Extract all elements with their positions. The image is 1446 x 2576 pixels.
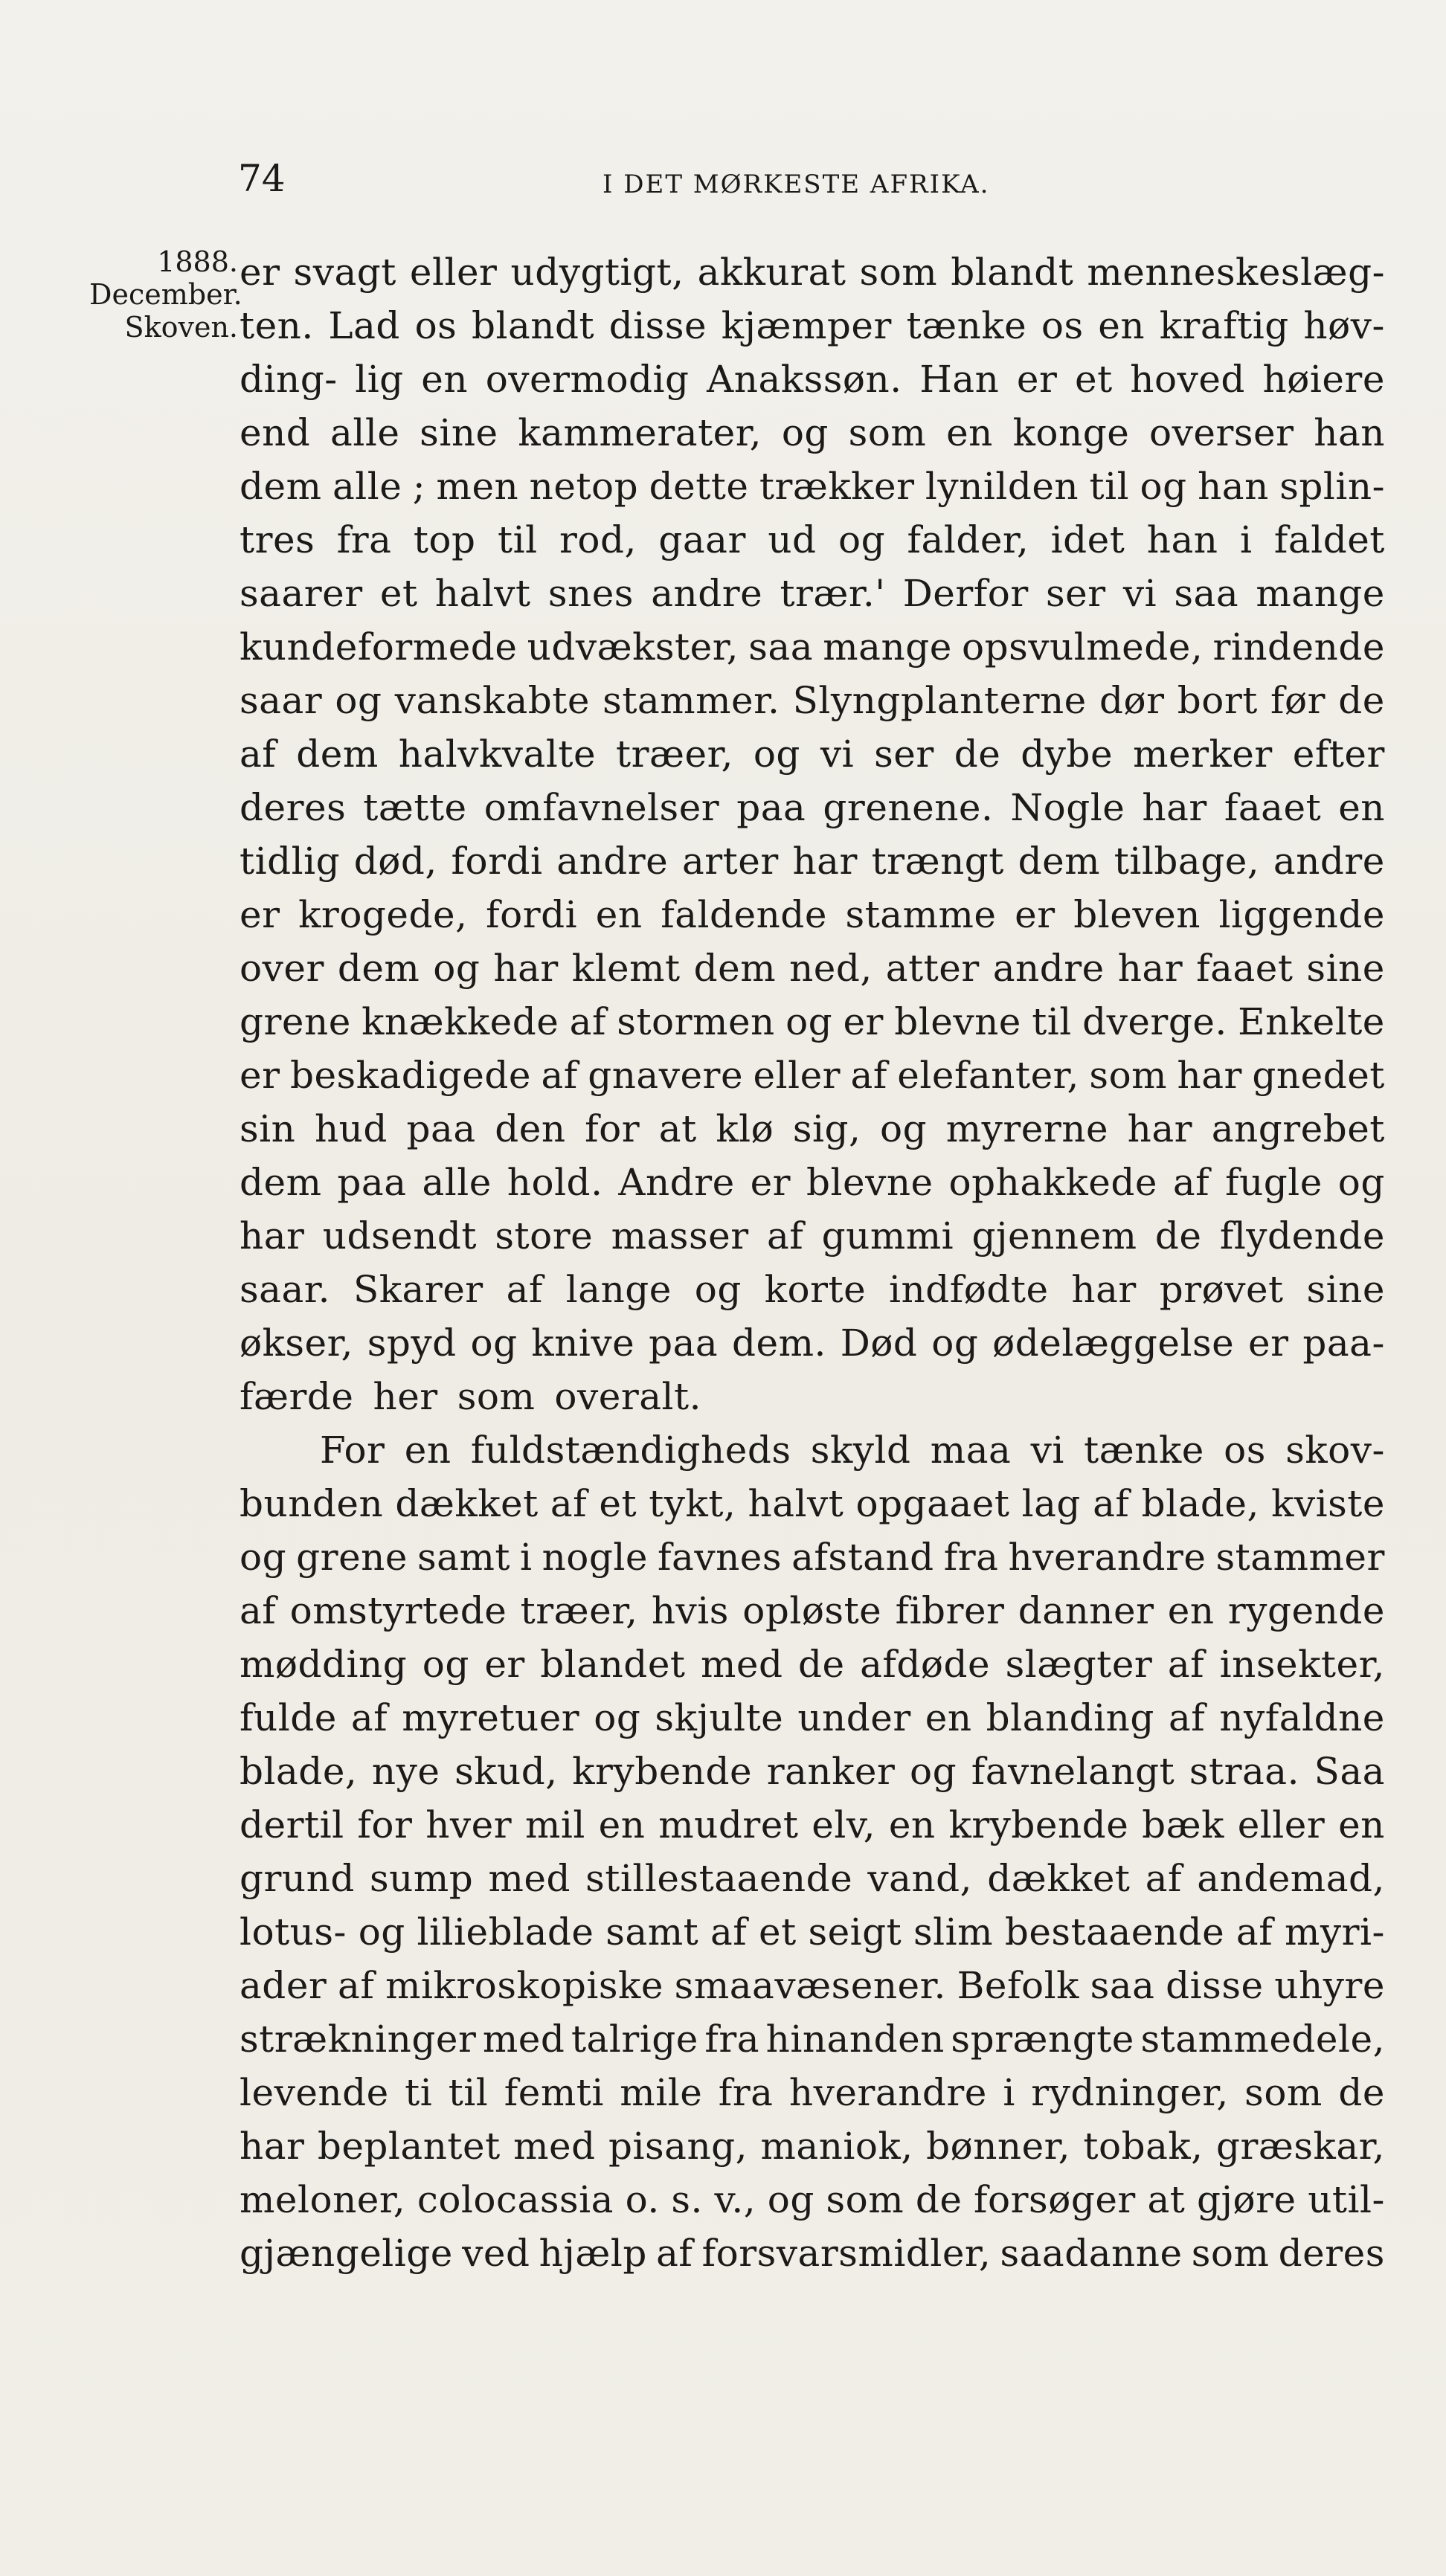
text-line: grene knækkede af stormen og er blevne til dverge. Enkelte	[240, 1000, 1385, 1043]
body-text	[240, 245, 1385, 2280]
text-line: færde her som overalt.	[240, 1375, 702, 1418]
text-line: dem alle ; men netop dette trækker lynilden til og han splin-	[240, 465, 1385, 508]
text-line: er beskadigede af gnavere eller af elefanter, som har gnedet	[240, 1054, 1385, 1097]
text-line: saar. Skarer af lange og korte indfødte har prøvet sine	[240, 1268, 1385, 1311]
text-line: meloner, colocassia o. s. v., og som de forsøger at gjøre util-	[240, 2178, 1385, 2221]
text-line: saar og vanskabte stammer. Slyngplanterne dør bort før de	[240, 679, 1385, 722]
text-line: dertil for hver mil en mudret elv, en krybende bæk eller en	[240, 1803, 1385, 1846]
page-header	[238, 152, 1384, 205]
text-line: ader af mikroskopiske smaavæsener. Befolk saa disse uhyre	[240, 1964, 1385, 2007]
text-line: er krogede, fordi en faldende stamme er bleven liggende	[240, 893, 1385, 936]
margin-note	[89, 245, 242, 344]
text-line: har udsendt store masser af gummi gjennem de flydende	[240, 1214, 1385, 1258]
page-number: 74	[238, 157, 286, 200]
text-line: tres fra top til rod, gaar ud og falder, idet han i faldet	[240, 518, 1385, 561]
text-line: fulde af myretuer og skjulte under en blanding af nyfaldne	[240, 1696, 1385, 1739]
text-line: har beplantet med pisang, maniok, bønner, tobak, græskar,	[240, 2125, 1385, 2168]
text-line: saarer et halvt snes andre trær.' Derfor ser vi saa mange	[240, 572, 1385, 615]
text-line: levende ti til femti mile fra hverandre i rydninger, som de	[240, 2071, 1385, 2114]
text-line: bunden dækket af et tykt, halvt opgaaet lag af blade, kviste	[240, 1482, 1385, 1525]
running-title: I DET MØRKESTE AFRIKA.	[602, 170, 990, 199]
margin-note-month: December.	[89, 278, 242, 311]
text-line: blade, nye skud, krybende ranker og favnelangt straa. Saa	[240, 1750, 1385, 1793]
text-line: sin hud paa den for at klø sig, og myrerne har angrebet	[240, 1107, 1385, 1150]
text-line: økser, spyd og knive paa dem. Død og ødelæggelse er paa-	[240, 1321, 1385, 1365]
text-line: kundeformede udvækster, saa mange opsvulmede, rindende	[240, 625, 1385, 669]
margin-note-year: 1888.	[157, 245, 238, 278]
text-line: ten. Lad os blandt disse kjæmper tænke os en kraftig høv-	[240, 304, 1385, 347]
text-line: og grene samt i nogle favnes afstand fra hverandre stammer	[240, 1536, 1385, 1579]
text-line: ding- lig en overmodig Anakssøn. Han er et hoved høiere	[240, 358, 1385, 401]
text-line: gjængelige ved hjælp af forsvarsmidler, saadanne som deres	[240, 2232, 1385, 2275]
text-line: grund sump med stillestaaende vand, dækket af andemad,	[240, 1857, 1385, 1900]
text-line: lotus- og lilieblade samt af et seigt slim bestaaende af myri-	[240, 1910, 1385, 1954]
text-line: over dem og har klemt dem ned, atter andre har faaet sine	[240, 947, 1385, 990]
text-line: er svagt eller udygtigt, akkurat som blandt menneskeslæg-	[240, 251, 1385, 294]
text-line: deres tætte omfavnelser paa grenene. Nogle har faaet en	[240, 786, 1385, 829]
margin-note-place: Skoven.	[124, 311, 238, 344]
text-line: dem paa alle hold. Andre er blevne ophakkede af fugle og	[240, 1161, 1385, 1204]
text-line: end alle sine kammerater, og som en konge overser han	[240, 411, 1385, 454]
text-line: af dem halvkvalte træer, og vi ser de dybe merker efter	[240, 732, 1385, 776]
text-line: mødding og er blandet med de afdøde slægter af insekter,	[240, 1643, 1385, 1686]
text-line: tidlig død, fordi andre arter har trængt dem tilbage, andre	[240, 840, 1385, 883]
text-line: af omstyrtede træer, hvis opløste fibrer danner en rygende	[240, 1589, 1385, 1632]
text-line: strækninger med talrige fra hinanden sprængte stammedele,	[240, 2018, 1385, 2061]
text-line: For en fuldstændigheds skyld maa vi tænke os skov-	[320, 1429, 1385, 1472]
